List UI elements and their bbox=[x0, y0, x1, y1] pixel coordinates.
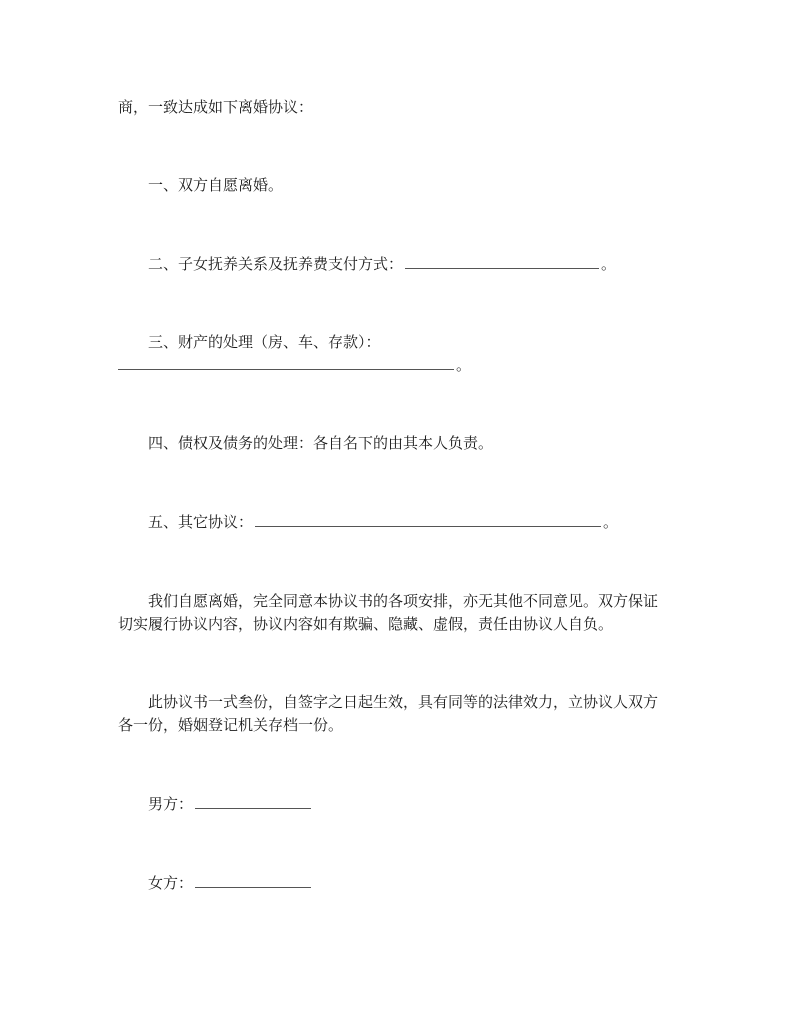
paragraph-1-line-1 bbox=[148, 591, 658, 611]
male-signature-blank[interactable] bbox=[195, 794, 311, 809]
paragraph-2-line-1 bbox=[148, 692, 658, 712]
clause-5 bbox=[148, 512, 618, 532]
clause-3 bbox=[148, 332, 381, 352]
paragraph-1-line-2 bbox=[118, 614, 613, 634]
paragraph-2-text-1: 此协议书一式叁份，自签字之日起生效，具有同等的法律效力，立协议人双方 bbox=[148, 693, 659, 711]
paragraph-2-text-2: 各一份，婚姻登记机关存档一份。 bbox=[118, 716, 344, 734]
clause-4-text: 四、债权及债务的处理：各自名下的由其本人负责。 bbox=[148, 434, 494, 452]
female-label: 女方： bbox=[148, 874, 194, 892]
paragraph-1-text-2: 切实履行协议内容，协议内容如有欺骗、隐藏、虚假，责任由协议人自负。 bbox=[118, 615, 614, 633]
clause-3-continuation bbox=[118, 355, 471, 375]
clause-4 bbox=[148, 433, 493, 453]
property-blank[interactable] bbox=[118, 355, 454, 370]
male-signature-line bbox=[148, 794, 313, 814]
clause-1 bbox=[148, 175, 283, 195]
clause-2 bbox=[148, 254, 616, 274]
other-agreement-blank[interactable] bbox=[255, 512, 601, 527]
clause-3-end: 。 bbox=[456, 356, 472, 374]
clause-5-label: 五、其它协议： bbox=[148, 513, 254, 531]
female-signature-blank[interactable] bbox=[195, 873, 311, 888]
paragraph-1-text-1: 我们自愿离婚，完全同意本协议书的各项安排，亦无其他不同意见。双方保证 bbox=[148, 592, 659, 610]
intro-line bbox=[118, 97, 313, 117]
clause-2-end: 。 bbox=[601, 255, 617, 273]
male-label: 男方： bbox=[148, 795, 194, 813]
clause-2-label: 二、子女抚养关系及抚养费支付方式： bbox=[148, 255, 404, 273]
paragraph-2-line-2 bbox=[118, 715, 343, 735]
clause-1-text: 一、双方自愿离婚。 bbox=[148, 176, 284, 194]
intro-text: 商，一致达成如下离婚协议： bbox=[118, 98, 314, 116]
child-support-blank[interactable] bbox=[405, 254, 599, 269]
female-signature-line bbox=[148, 873, 313, 893]
clause-3-label: 三、财产的处理（房、车、存款）： bbox=[148, 333, 381, 351]
clause-5-end: 。 bbox=[603, 513, 619, 531]
